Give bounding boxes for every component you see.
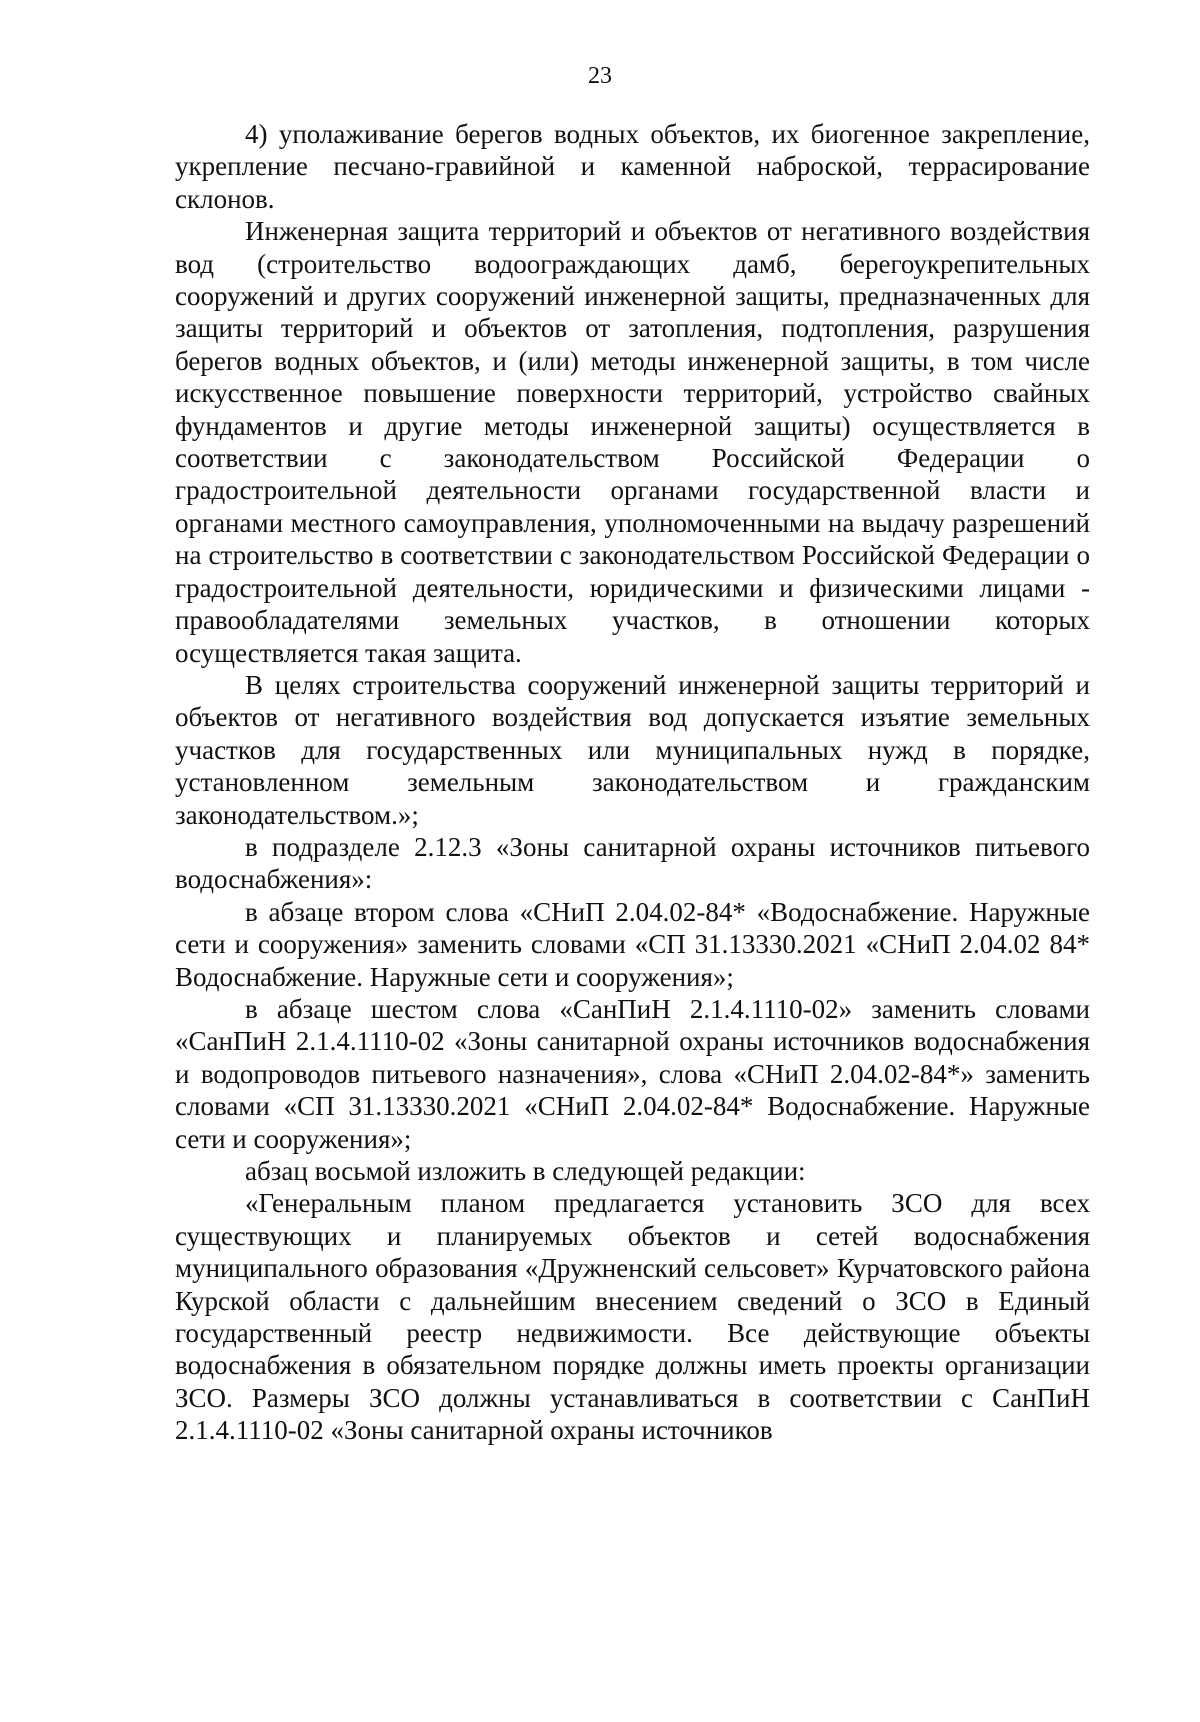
paragraph-engineering-protection: Инженерная защита территорий и объектов от негативного воздействия вод (строительство водоограждающих дамб, берегоукрепительных сооружений и других сооружений инженерной защиты, предназначенных для защиты территорий и объектов от затопления, подтопления, разрушения берегов водных объектов, и (или) методы инженерной защиты, в том числе искусственное повышение поверхности территорий, устройство свайных фундаментов и другие методы инженерной защиты) осуществляется в соответствии с законодательством Российской Федерации о градостроительной деятельности органами государственной власти и органами местного самоуправления, уполномоченными на выдачу разрешений на строительство в соответствии с законодательством Российской Федерации о градостроительной деятельности, юридическими и физическими лицами - правообладателями земельных участков, в отношении которых осуществляется такая защита. (175, 216, 1090, 668)
paragraph-bank-stabilization: 4) уполаживание берегов водных объектов, их биогенное закрепление, укрепление песчано-гравийной и каменной наброской, террасирование склонов. (175, 119, 1090, 214)
paragraph-subsection-2-12-3: в подразделе 2.12.3 «Зоны санитарной охраны источников питьевого водоснабжения»: (175, 831, 1090, 895)
page-number: 23 (588, 63, 612, 89)
paragraph-general-plan-zso: «Генеральным планом предлагается установить ЗСО для всех существующих и планируемых объектов и сетей водоснабжения муниципального образования «Дружненский сельсовет» Курчатовского района Курской области с дальнейшим внесением сведений о ЗСО в Единый государственный реестр недвижимости. Все действующие объекты водоснабжения в обязательном порядке должны иметь проекты организации ЗСО. Размеры ЗСО должны устанавливаться в соответствии с СанПиН 2.1.4.1110-02 «Зоны санитарной охраны источников (175, 1188, 1090, 1446)
document-body (175, 118, 1090, 1447)
paragraph-second-abzats: в абзаце втором слова «СНиП 2.04.02-84* «Водоснабжение. Наружные сети и сооружения» заменить словами «СП 31.13330.2021 «СНиП 2.04.02 84* Водоснабжение. Наружные сети и сооружения»; (175, 896, 1090, 992)
paragraph-land-seizure: В целях строительства сооружений инженерной защиты территорий и объектов от негативного воздействия вод допускается изъятие земельных участков для государственных или муниципальных нужд в порядке, установленном земельным законодательством и гражданским законодательством.»; (175, 669, 1090, 830)
paragraph-sixth-abzats: в абзаце шестом слова «СанПиН 2.1.4.1110-02» заменить словами «СанПиН 2.1.4.1110-02 «Зоны санитарной охраны источников водоснабжения и водопроводов питьевого назначения», слова «СНиП 2.04.02-84*» заменить словами «СП 31.13330.2021 «СНиП 2.04.02-84* Водоснабжение. Наружные сети и сооружения»; (175, 993, 1090, 1154)
paragraph-eighth-abzats-intro: абзац восьмой изложить в следующей редакции: (245, 1156, 806, 1186)
